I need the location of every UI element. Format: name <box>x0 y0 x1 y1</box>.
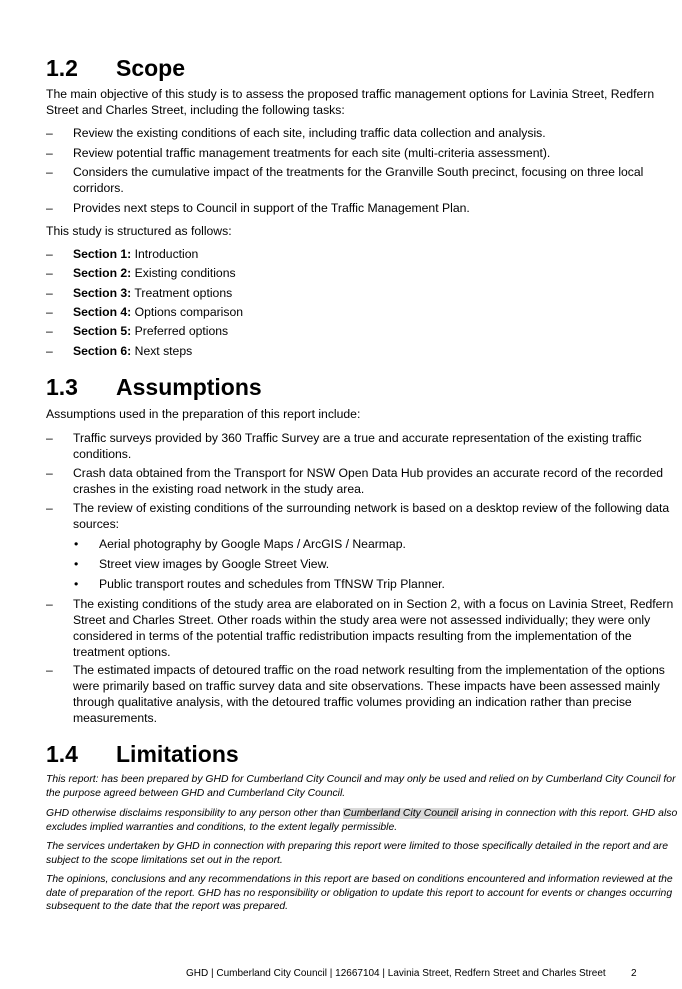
limitations-paragraph: The opinions, conclusions and any recommendations in this report are based on conditions encountered and information reviewed at the date of preparation of the report. GHD has no responsibility or obligation to update this report to account for events or changes occurring subsequent to the date that the report was prepared. <box>46 874 673 912</box>
list-item-text: The existing conditions of the study area are elaborated on in Section 2, with a focus on Lavinia Street, Redfern Street and Charles Street. Other roads within the study area were not assessed individually; they were only considered in terms of the potential traffic redistribution impacts resulting from the implementation of the treatment options. <box>73 597 674 659</box>
section-text: Introduction <box>131 247 199 261</box>
dash-bullet: – <box>46 247 53 261</box>
list-item-text: Review potential traffic management treatments for each site (multi-criteria assessment). <box>73 146 551 160</box>
dash-bullet: – <box>46 286 53 300</box>
dash-bullet: – <box>46 663 53 677</box>
sub-list-item-text: Public transport routes and schedules from TfNSW Trip Planner. <box>99 577 445 591</box>
section-text: Existing conditions <box>131 266 236 280</box>
limitations-paragraph: The services undertaken by GHD in connection with preparing this report were limited to those specifically detailed in the report and are subject to the scope limitations set out in the report. <box>46 841 669 866</box>
limitations-paragraph <box>46 807 678 834</box>
highlighted-text: Cumberland City Council <box>343 808 459 819</box>
dash-bullet: – <box>46 201 53 215</box>
list-item-text: Review the existing conditions of each site, including traffic data collection and analysis. <box>73 126 546 140</box>
section-text: Preferred options <box>131 324 229 338</box>
heading-assumptions <box>46 373 262 401</box>
dash-bullet: – <box>46 126 53 140</box>
list-item-text: Considers the cumulative impact of the treatments for the Granville South precinct, focusing on three local corridors. <box>73 165 644 195</box>
sub-list-item-text: Street view images by Google Street View. <box>99 557 330 571</box>
section-text: Next steps <box>131 344 193 358</box>
dash-bullet: – <box>46 344 53 358</box>
scope-intro: The main objective of this study is to assess the proposed traffic management options for Lavinia Street, Redfern Street and Charles Street, including the following tasks: <box>46 87 655 117</box>
list-item-text: Traffic surveys provided by 360 Traffic Survey are a true and accurate representation of the existing traffic conditions. <box>73 431 642 461</box>
page-footer: GHD | Cumberland City Council | 12667104 | Lavinia Street, Redfern Street and Charles Street <box>186 968 606 979</box>
section-text: Options comparison <box>131 305 244 319</box>
dash-bullet: – <box>46 324 53 338</box>
section-label: Section 5: <box>73 324 132 338</box>
dash-bullet: – <box>46 165 53 179</box>
list-item-text: Crash data obtained from the Transport for NSW Open Data Hub provides an accurate record of the recorded crashes in the existing road network in the study area. <box>73 466 664 496</box>
heading-number: 1.4 <box>46 741 78 767</box>
list-item-text: The estimated impacts of detoured traffic on the road network resulting from the implementation of the options were primarily based on traffic survey data and site observations. These impacts have been assessed mainly through qualitative analysis, with the detoured traffic volumes providing an indication rather than precise measurements. <box>73 663 665 725</box>
round-bullet: • <box>74 537 79 551</box>
page-number: 2 <box>631 968 637 979</box>
limitations-paragraph: This report: has been prepared by GHD for Cumberland City Council and may only be used and relied on by Cumberland City Council for the purpose agreed between GHD and Cumberland City Council. <box>46 774 676 799</box>
structure-intro: This study is structured as follows: <box>46 224 232 238</box>
dash-bullet: – <box>46 466 53 480</box>
dash-bullet: – <box>46 305 53 319</box>
dash-bullet: – <box>46 146 53 160</box>
dash-bullet: – <box>46 431 53 445</box>
dash-bullet: – <box>46 501 53 515</box>
heading-title: Assumptions <box>116 374 262 400</box>
heading-number: 1.2 <box>46 55 78 81</box>
round-bullet: • <box>74 577 79 591</box>
dash-bullet: – <box>46 597 53 611</box>
section-text: Treatment options <box>131 286 233 300</box>
section-label: Section 2: <box>73 266 132 280</box>
list-item-text: The review of existing conditions of the surrounding network is based on a desktop review of the following data sources: <box>73 501 670 531</box>
heading-number: 1.3 <box>46 374 78 400</box>
list-item-text: Provides next steps to Council in support of the Traffic Management Plan. <box>73 201 470 215</box>
section-label: Section 3: <box>73 286 132 300</box>
dash-bullet: – <box>46 266 53 280</box>
heading-scope <box>46 54 185 82</box>
section-label: Section 4: <box>73 305 132 319</box>
heading-limitations <box>46 740 239 768</box>
sub-list-item-text: Aerial photography by Google Maps / ArcGIS / Nearmap. <box>99 537 406 551</box>
assumptions-intro: Assumptions used in the preparation of this report include: <box>46 407 361 421</box>
section-label: Section 6: <box>73 344 132 358</box>
heading-title: Limitations <box>116 741 239 767</box>
paragraph-text: GHD otherwise disclaims responsibility to any person other than <box>46 808 344 819</box>
paragraph-text: arising in connection with this report. GHD also excludes implied warranties and conditions, to the extent legally permissible. <box>46 808 678 833</box>
heading-title: Scope <box>116 55 186 81</box>
round-bullet: • <box>74 557 79 571</box>
section-label: Section 1: <box>73 247 132 261</box>
